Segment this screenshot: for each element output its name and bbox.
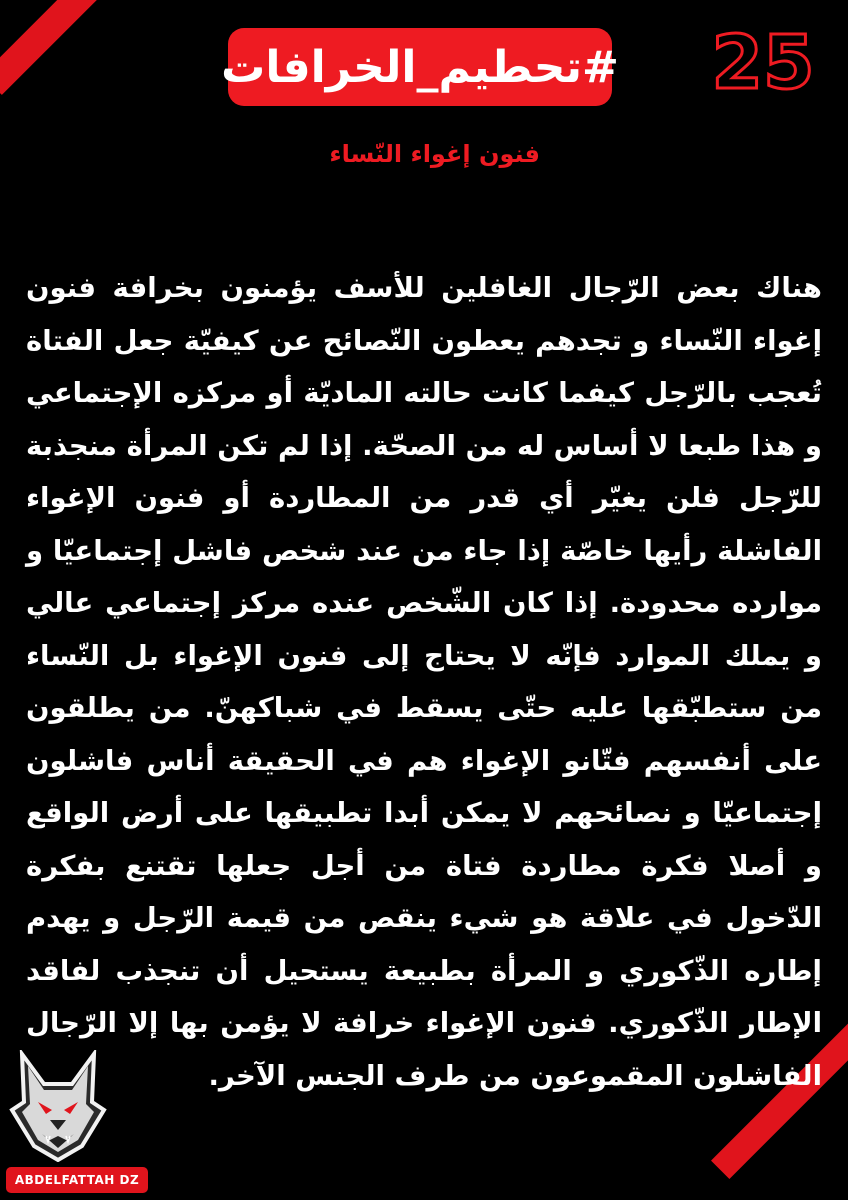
post-body-text: هناك بعض الرّجال الغافلين للأسف يؤمنون بخرافة فنون إغواء النّساء و تجدهم يعطون النّصائح عن كيفيّة جعل الفتاة تُعجب بالرّجل كيفما كانت حالته الماديّة أو مركزه الإجتماعي و هذا طبعا لا أساس له من الصحّة. إذا لم تكن المرأة منجذبة للرّجل فلن يغيّر أي قدر من المطاردة أو فنون الإغواء الفاشلة رأيها خاصّة إذا جاء من عند شخص فاشل إجتماعيّا و موارده محدودة. إذا كان الشّخص عنده مركز إجتماعي عالي و يملك الموارد فإنّه لا يحتاج إلى فنون الإغواء بل النّساء من ستطبّقها عليه حتّى يسقط في شباكهنّ. من يطلقون على أنفسهم فتّانو الإغواء هم في الحقيقة أناس فاشلون إجتماعيّا و نصائحهم لا يمكن أبدا تطبيقها على أرض الواقع و أصلا فكرة مطاردة فتاة من أجل جعلها تقتنع بفكرة الدّخول في علاقة هو شيء ينقص من قيمة الرّجل و يهدم إطاره الذّكوري و المرأة بطبيعة يستحيل أن تنجذب لفاقد الإطار الذّكوري. فنون الإغواء خرافة لا يؤمن بها إلا الرّجال الفاشلون المقموعون من طرف الجنس الآخر. [26, 272, 822, 1092]
corner-stripe-top-left [0, 0, 108, 95]
post-number-graphic [702, 26, 824, 102]
post-subtitle: فنون إغواء النّساء [329, 140, 540, 168]
hashtag-title: #تحطيم_الخرافات [228, 28, 612, 106]
brand-label: ABDELFATTAH DZ [6, 1167, 148, 1193]
post-number [702, 26, 824, 102]
post-number-text: 25 [711, 26, 815, 102]
wolf-head-icon [8, 1050, 108, 1162]
